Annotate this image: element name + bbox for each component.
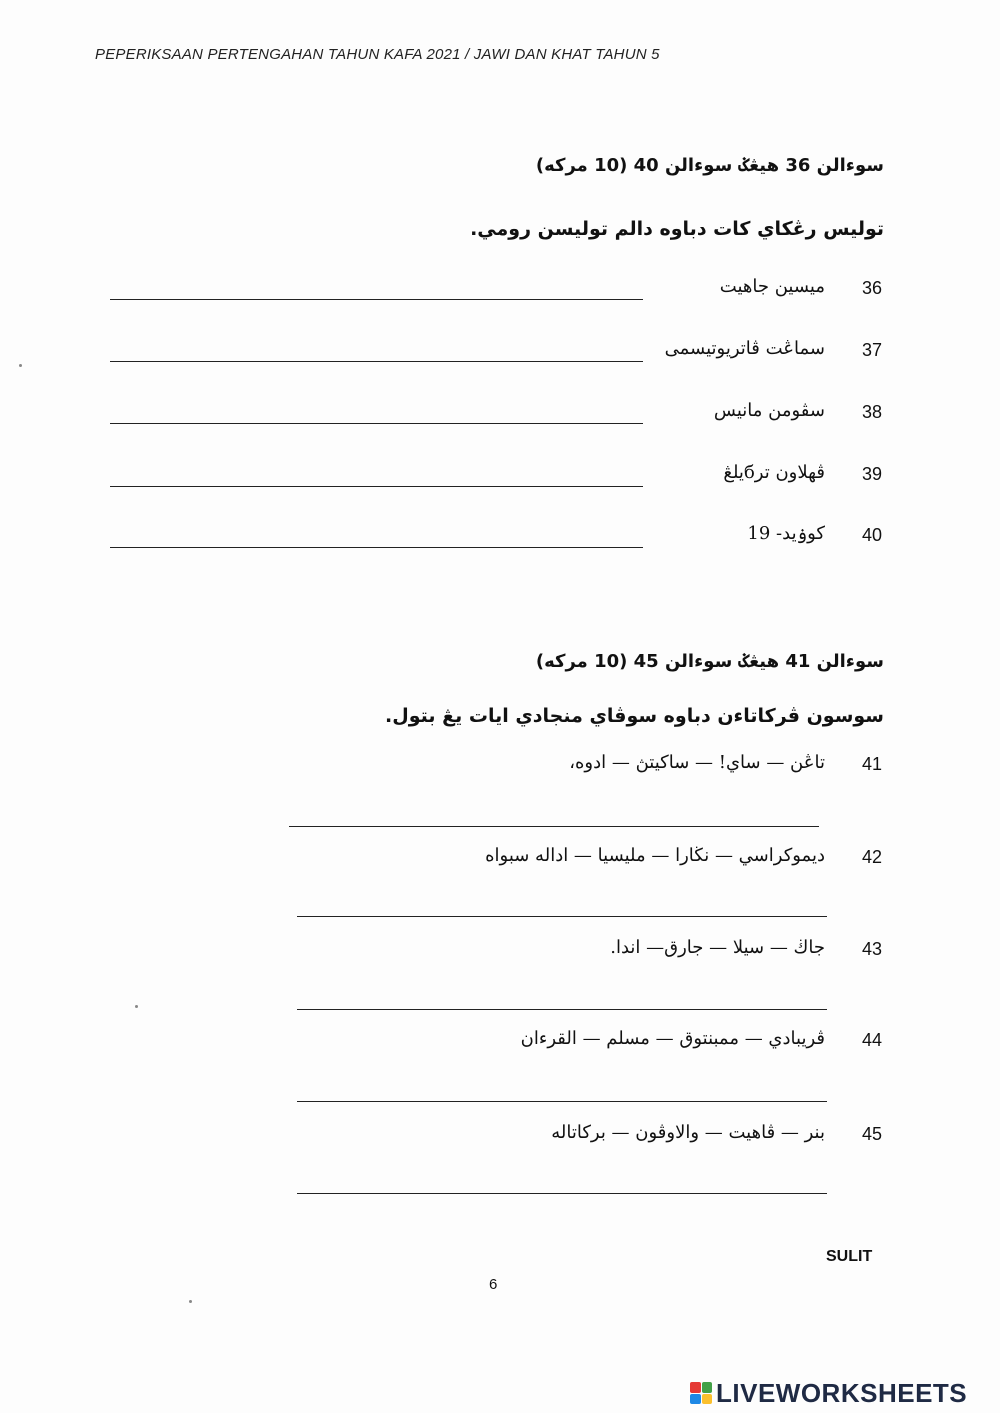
logo-cell: [690, 1394, 701, 1405]
question-number: 42: [862, 847, 883, 867]
page-number: 6: [489, 1276, 498, 1293]
answer-line[interactable]: [110, 547, 643, 548]
answer-line[interactable]: [297, 1193, 827, 1194]
liveworksheets-logo-icon: [690, 1382, 712, 1404]
question-text: كوۏيد- 19: [747, 523, 825, 544]
section-2-instruction: سوسون ڤركاتاءن دباوه سوڤاي منجادي ايات يڠ بتول.: [385, 705, 884, 727]
scan-speck: [189, 1300, 192, 1303]
section-2-title: سوءالن 41 هيڠݢ سوءالن 45 (10 مركه): [535, 651, 884, 672]
question-text: تاڠن — ساي! — ساكيتڽ — ادوه،: [569, 752, 825, 773]
question-number: 41: [862, 754, 883, 774]
question-text: ڤهلاون ترбيلڠ: [723, 462, 825, 483]
question-number: 40: [862, 525, 883, 545]
answer-line[interactable]: [289, 826, 819, 827]
answer-line[interactable]: [110, 486, 643, 487]
answer-line[interactable]: [297, 1101, 827, 1102]
question-text: ديموكراسي — نڬارا — مليسيا — اداله سبواه: [485, 845, 825, 866]
liveworksheets-watermark[interactable]: [690, 1378, 967, 1408]
logo-cell: [702, 1394, 713, 1405]
answer-line[interactable]: [110, 423, 643, 424]
answer-line[interactable]: [110, 299, 643, 300]
question-text: بنر — ڤاهيت — والاوڤون — بركاتاله: [551, 1122, 825, 1143]
scan-speck: [19, 364, 22, 367]
question-number: 45: [862, 1124, 883, 1144]
answer-line[interactable]: [110, 361, 643, 362]
question-text: ڤريبادي — ممبنتوق — مسلم — القرءان: [520, 1028, 825, 1049]
logo-cell: [702, 1382, 713, 1393]
question-number: 36: [862, 278, 883, 298]
watermark-text: LIVEWORKSHEETS: [716, 1377, 968, 1408]
question-text: سڤومن مانيس: [713, 400, 825, 421]
logo-cell: [690, 1382, 701, 1393]
question-text: ميسين جاهيت: [719, 276, 825, 297]
question-number: 43: [862, 939, 883, 959]
question-number: 39: [862, 464, 883, 484]
question-text: سماڠت ڤاتريوتيسمى: [664, 338, 825, 359]
scan-speck: [135, 1005, 138, 1008]
answer-line[interactable]: [297, 1009, 827, 1010]
section-1-instruction: توليس رڠكاي كات دباوه دالم توليسن رومي.: [470, 218, 884, 240]
sulit-label: SULIT: [826, 1248, 873, 1265]
answer-line[interactable]: [297, 916, 827, 917]
question-text: جاڬ — سيلا — جارق— اندا.: [610, 937, 825, 958]
page-header: PEPERIKSAAN PERTENGAHAN TAHUN KAFA 2021 / JAWI DAN KHAT TAHUN 5: [95, 46, 660, 63]
question-number: 38: [862, 402, 883, 422]
question-number: 37: [862, 340, 883, 360]
section-1-title: سوءالن 36 هيڠݢ سوءالن 40 (10 مركه): [535, 155, 884, 176]
question-number: 44: [862, 1030, 883, 1050]
